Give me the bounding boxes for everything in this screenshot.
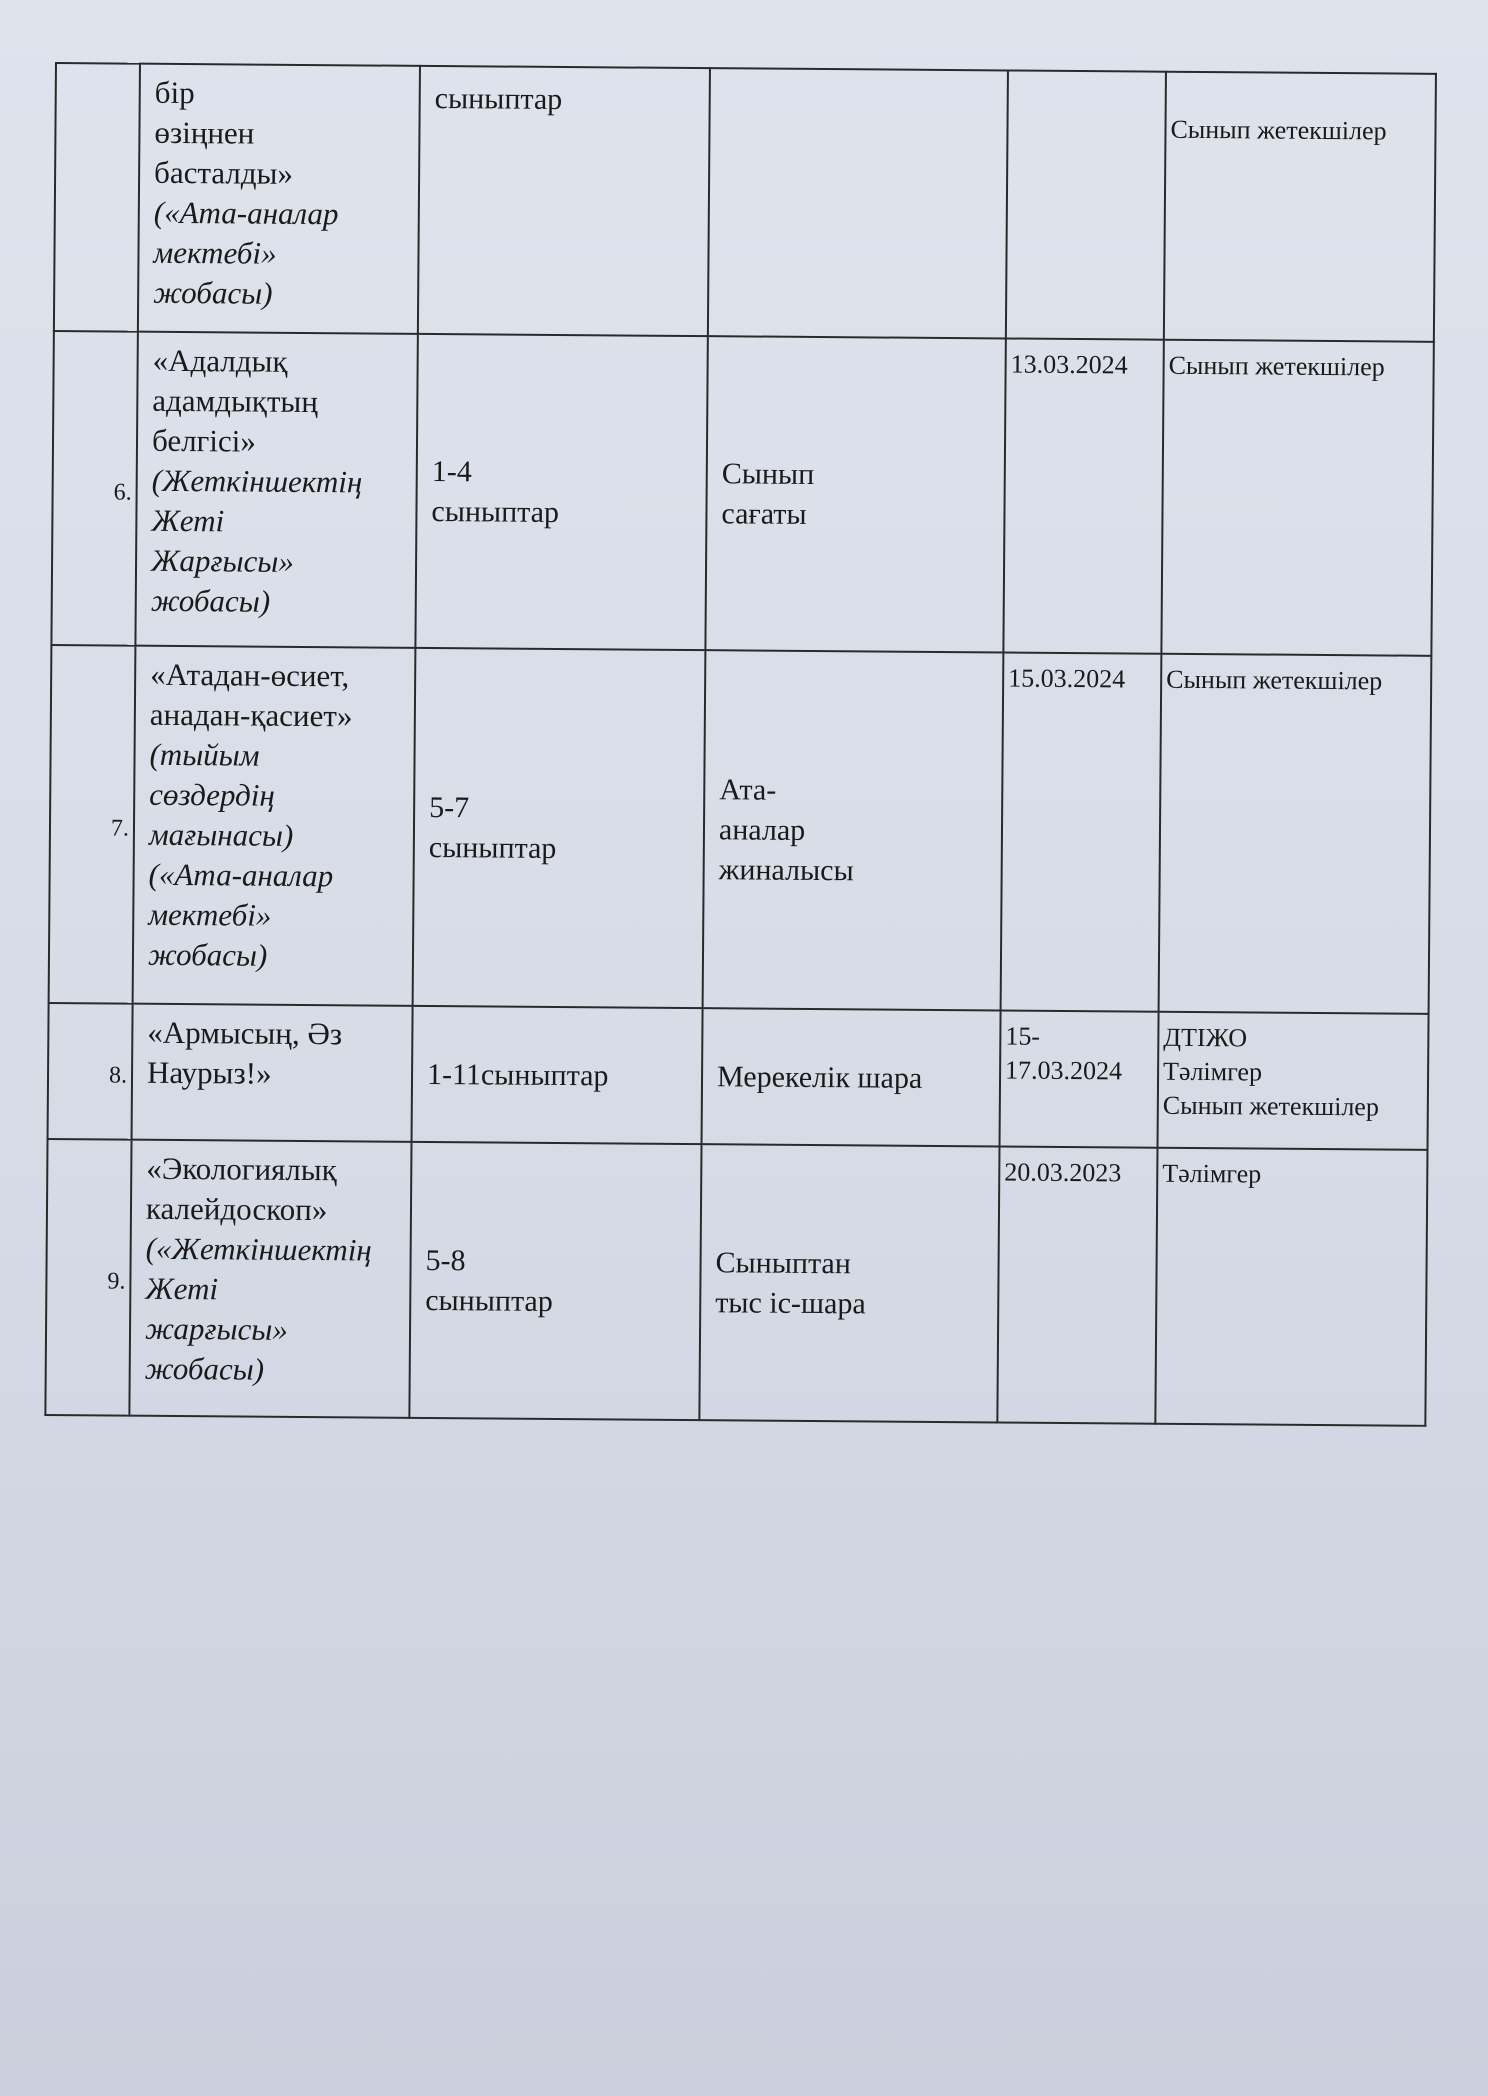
table-row <box>45 1139 1427 1426</box>
grade-cell: 1-11сыныптар <box>412 1006 703 1144</box>
event-title-cell <box>129 1140 411 1418</box>
event-title-cell <box>138 64 420 334</box>
responsible-cell: ДТІЖО Тәлімгер Сынып жетекшілер <box>1158 1012 1429 1150</box>
event-project: («Ата-аналар мектебі» жобасы) <box>153 194 339 311</box>
grade-cell: 5-8 сыныптар <box>409 1142 701 1420</box>
row-number: 6. <box>51 331 137 646</box>
event-project: (тыйым сөздердің мағынасы) («Ата-аналар мектебі» жобасы) <box>147 736 334 973</box>
event-project: («Жеткіншектің Жеті жарғысы» жобасы) <box>144 1230 372 1387</box>
row-number: 8. <box>48 1003 133 1140</box>
responsible-cell: Тәлімгер <box>1155 1148 1427 1426</box>
responsible-cell: Сынып жетекшілер <box>1164 72 1436 342</box>
grade-cell: 5-7 сыныптар <box>413 648 706 1008</box>
row-number: 7. <box>49 645 136 1004</box>
event-project: (Жеткіншектің Жеті Жарғысы» жобасы) <box>150 462 363 619</box>
row-number: 9. <box>45 1139 131 1416</box>
form-cell: Ата- аналар жиналысы <box>703 650 1004 1010</box>
responsible-cell: Сынып жетекшілер <box>1161 340 1433 656</box>
date-cell: 20.03.2023 <box>997 1146 1157 1423</box>
event-title-cell <box>133 646 416 1006</box>
event-title-cell <box>135 332 417 648</box>
date-cell: 13.03.2024 <box>1003 338 1163 653</box>
table-row <box>54 63 1436 342</box>
table-row <box>48 1003 1429 1150</box>
grade-cell: 1-4 сыныптар <box>415 334 707 650</box>
table-row <box>51 331 1433 656</box>
grade-cell: сыныптар <box>418 66 710 336</box>
date-cell: 15.03.2024 <box>1001 652 1162 1011</box>
event-title-cell <box>132 1004 413 1142</box>
date-cell <box>1006 70 1166 339</box>
event-title: «Адалдық адамдықтың белгісі» <box>151 342 319 459</box>
form-cell <box>708 68 1008 338</box>
row-number <box>54 63 140 332</box>
table-row <box>49 645 1432 1014</box>
event-title: «Экологиялық калейдоскоп» <box>145 1150 337 1228</box>
events-table <box>44 62 1437 1427</box>
form-cell: Сынып сағаты <box>705 336 1005 652</box>
responsible-cell: Сынып жетекшілер <box>1159 654 1432 1014</box>
form-cell: Мерекелік шара <box>702 1008 1001 1146</box>
date-cell: 15- 17.03.2024 <box>1000 1010 1159 1147</box>
form-cell: Сыныптан тыс іс-шара <box>699 1144 999 1422</box>
event-title: бір өзіңнен басталды» <box>153 74 294 191</box>
event-title: «Атадан-өсиет, анадан-қасиет» <box>149 656 353 734</box>
event-title: «Армысың, Әз Наурыз!» <box>146 1014 343 1091</box>
document-sheet <box>44 62 1437 1427</box>
